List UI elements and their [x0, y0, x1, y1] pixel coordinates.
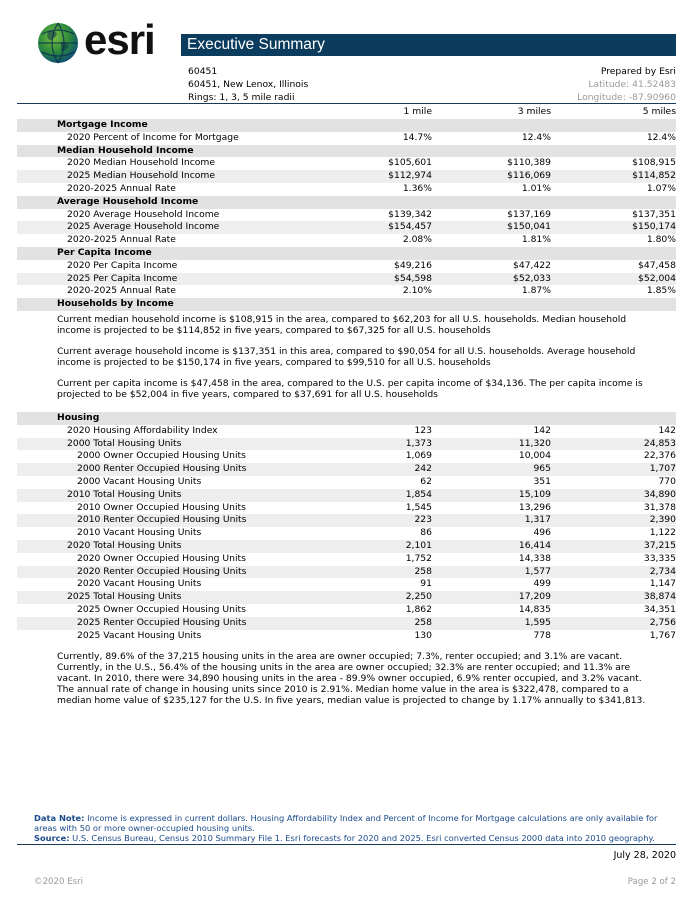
table-row — [17, 553, 676, 566]
row-value: 1,752 — [405, 552, 432, 564]
data-note-label: Data Note: — [34, 813, 85, 823]
row-value: 37,215 — [643, 539, 676, 551]
row-label: 2020 Per Capita Income — [67, 259, 178, 271]
section-title: Households by Income — [57, 298, 174, 310]
table-row — [17, 209, 676, 222]
table-row — [17, 132, 676, 145]
row-value: 1,147 — [649, 578, 676, 590]
row-label: 2000 Total Housing Units — [67, 437, 182, 449]
row-value: $116,069 — [507, 170, 551, 182]
row-value: 34,890 — [643, 488, 676, 500]
row-value: 10,004 — [518, 450, 551, 462]
table-row — [17, 260, 676, 273]
row-label: 2020-2025 Annual Rate — [67, 234, 176, 246]
row-value: 499 — [533, 578, 551, 590]
housing-paragraph: Currently, 89.6% of the 37,215 housing units in the area are owner occupied; 7.3%, renter occupied; and 3.1% are vacant. Currently, in the U.S., 56.4% of the housing units in the area are owner occupied; 32.3% are renter occupied; and 11.3% are vacant. In 2010, there were 34,890 housing units in the area - 89.9% owner occupied, 6.9% renter occupied, and 3.2% vacant. The annual rate of change in housing units since 2010 is 2.91%. Median home value in the area is $322,478, compared to a median home value of $235,127 for the U.S. In five years, median value is projected to change by 1.17% annually to $341,813. — [57, 651, 646, 707]
table-row — [17, 617, 676, 630]
row-value: 14.7% — [402, 131, 432, 143]
copyright: ©2020 Esri — [34, 877, 84, 887]
row-value: 13,296 — [518, 501, 551, 513]
table-row — [17, 502, 676, 515]
row-value: 2.10% — [402, 285, 432, 297]
source-note — [34, 833, 664, 843]
footer-notes — [34, 813, 664, 843]
spacer — [17, 368, 676, 378]
row-value: 15,109 — [518, 488, 551, 500]
column-header: 3 miles — [517, 106, 551, 117]
row-label: 2020 Average Household Income — [67, 208, 220, 220]
table-row — [17, 157, 676, 170]
row-value: 1.01% — [521, 182, 551, 194]
income-paragraph: Current average household income is $137,351 in this area, compared to $90,054 for all U.S. households. Average household income is projected to be $150,174 in five years, compared to $99,510 for all U.S. households — [57, 345, 636, 368]
row-value: 91 — [420, 578, 432, 590]
row-label: 2020-2025 Annual Rate — [67, 285, 176, 297]
row-value: 38,874 — [643, 591, 676, 603]
table-row — [17, 630, 676, 643]
row-value: 770 — [658, 475, 676, 487]
location-code: 60451 — [188, 66, 218, 77]
table-row — [17, 285, 676, 298]
row-value: 778 — [533, 629, 551, 641]
row-label: 2025 Median Household Income — [67, 170, 215, 182]
row-label: 2025 Average Household Income — [67, 221, 220, 233]
section-title: Housing — [57, 411, 100, 423]
row-value: 1,577 — [524, 565, 551, 577]
row-label: 2025 Vacant Housing Units — [77, 629, 202, 641]
column-header: 5 miles — [642, 106, 676, 117]
row-value: 351 — [533, 475, 551, 487]
row-value: 2,734 — [649, 565, 676, 577]
row-value: 242 — [414, 463, 432, 475]
rings-text: Rings: 1, 3, 5 mile radii — [188, 92, 295, 103]
row-value: 496 — [533, 527, 551, 539]
row-value: 14,338 — [518, 552, 551, 564]
section-title: Per Capita Income — [57, 246, 152, 258]
table-row — [17, 476, 676, 489]
table-row — [17, 234, 676, 247]
row-value: $52,004 — [638, 272, 676, 284]
row-value: $114,852 — [632, 170, 676, 182]
row-value: 1.87% — [521, 285, 551, 297]
section-title: Mortgage Income — [57, 119, 148, 130]
row-value: 1.07% — [646, 182, 676, 194]
row-value: 1,069 — [405, 450, 432, 462]
row-label: 2010 Owner Occupied Housing Units — [77, 501, 246, 513]
row-label: 2010 Vacant Housing Units — [77, 527, 202, 539]
row-value: 34,351 — [643, 603, 676, 615]
row-label: 2020 Housing Affordability Index — [67, 424, 218, 436]
row-value: 2,101 — [405, 539, 432, 551]
row-value: $54,598 — [394, 272, 432, 284]
section-header — [17, 298, 676, 311]
page-number: Page 2 of 2 — [627, 877, 676, 887]
row-value: $150,174 — [632, 221, 676, 233]
section-header — [17, 247, 676, 260]
spacer — [17, 642, 676, 651]
row-value: $110,389 — [507, 157, 551, 169]
report-date: July 28, 2020 — [613, 850, 676, 861]
row-value: 1,595 — [524, 616, 551, 628]
source-label: Source: — [34, 833, 70, 843]
row-label: 2025 Total Housing Units — [67, 591, 182, 603]
section-header — [17, 196, 676, 209]
row-label: 2020 Vacant Housing Units — [77, 578, 202, 590]
column-header: 1 mile — [403, 106, 432, 117]
table-row — [17, 450, 676, 463]
table-row — [17, 591, 676, 604]
table-row — [17, 527, 676, 540]
row-value: 2,390 — [649, 514, 676, 526]
row-label: 2000 Owner Occupied Housing Units — [77, 450, 246, 462]
table-row — [17, 566, 676, 579]
row-value: 16,414 — [518, 539, 551, 551]
section-title: Median Household Income — [57, 144, 194, 156]
table-row — [17, 540, 676, 553]
row-value: $105,601 — [388, 157, 432, 169]
row-value: $139,342 — [388, 208, 432, 220]
row-value: 258 — [414, 616, 432, 628]
row-value: $150,041 — [507, 221, 551, 233]
esri-logo — [36, 16, 166, 66]
row-value: 2.08% — [402, 234, 432, 246]
spacer — [17, 336, 676, 346]
table-row — [17, 183, 676, 196]
row-value: $47,458 — [638, 259, 676, 271]
row-value: $52,033 — [513, 272, 551, 284]
table-row — [17, 273, 676, 286]
row-value: 1,545 — [405, 501, 432, 513]
data-note — [34, 813, 664, 833]
table-row — [17, 489, 676, 502]
row-value: 11,320 — [518, 437, 551, 449]
row-label: 2025 Renter Occupied Housing Units — [77, 616, 247, 628]
row-value: 123 — [414, 424, 432, 436]
row-label: 2020 Renter Occupied Housing Units — [77, 565, 247, 577]
row-label: 2000 Renter Occupied Housing Units — [77, 463, 247, 475]
row-value: 31,378 — [643, 501, 676, 513]
row-value: 17,209 — [518, 591, 551, 603]
section-title: Average Household Income — [57, 195, 199, 207]
row-value: 965 — [533, 463, 551, 475]
spacer — [17, 400, 676, 410]
row-value: 1.85% — [646, 285, 676, 297]
table-row — [17, 604, 676, 617]
row-value: 2,250 — [405, 591, 432, 603]
column-header-row — [17, 106, 676, 119]
row-value: 62 — [420, 475, 432, 487]
source-text: U.S. Census Bureau, Census 2010 Summary File 1. Esri forecasts for 2020 and 2025. Esri converted Census 2000 data into 2010 geography. — [69, 833, 655, 843]
row-label: 2020 Percent of Income for Mortgage — [67, 131, 239, 143]
row-value: 1.80% — [646, 234, 676, 246]
prepared-by: Prepared by Esri — [600, 66, 676, 77]
row-value: 22,376 — [643, 450, 676, 462]
row-value: 1.81% — [521, 234, 551, 246]
section-header — [17, 119, 676, 132]
row-value: $137,351 — [632, 208, 676, 220]
data-note-text: Income is expressed in current dollars. Housing Affordability Index and Percent of Income for Mortgage calculations are only available for areas with 50 or more owner-occupied housing units. — [34, 813, 658, 833]
table-row — [17, 438, 676, 451]
row-value: $154,457 — [388, 221, 432, 233]
section-header — [17, 412, 676, 425]
row-value: 1,317 — [524, 514, 551, 526]
row-value: 258 — [414, 565, 432, 577]
row-value: $112,974 — [388, 170, 432, 182]
row-value: $47,422 — [513, 259, 551, 271]
row-label: 2025 Per Capita Income — [67, 272, 178, 284]
summary-table — [17, 106, 676, 706]
row-value: 1,854 — [405, 488, 432, 500]
row-label: 2020 Total Housing Units — [67, 539, 182, 551]
location-name: 60451, New Lenox, Illinois — [188, 79, 309, 90]
table-row — [17, 463, 676, 476]
table-row — [17, 578, 676, 591]
table-row — [17, 514, 676, 527]
row-value: 24,853 — [643, 437, 676, 449]
income-paragraph: Current per capita income is $47,458 in the area, compared to the U.S. per capita income of $34,136. The per capita income is projected to be $52,004 in five years, compared to $37,691 for all U.S. households — [57, 377, 643, 400]
row-label: 2020 Median Household Income — [67, 157, 215, 169]
table-row — [17, 425, 676, 438]
row-value: 223 — [414, 514, 432, 526]
row-value: $137,169 — [507, 208, 551, 220]
bottom-divider — [17, 844, 676, 845]
row-value: 142 — [658, 424, 676, 436]
row-label: 2010 Renter Occupied Housing Units — [77, 514, 247, 526]
row-value: 130 — [414, 629, 432, 641]
row-value: 33,335 — [643, 552, 676, 564]
row-label: 2010 Total Housing Units — [67, 488, 182, 500]
row-label: 2000 Vacant Housing Units — [77, 475, 202, 487]
row-value: 1,862 — [405, 603, 432, 615]
row-label: 2020 Owner Occupied Housing Units — [77, 552, 246, 564]
top-divider — [17, 103, 676, 104]
row-value: 12.4% — [521, 131, 551, 143]
row-value: 2,756 — [649, 616, 676, 628]
row-value: 12.4% — [646, 131, 676, 143]
row-value: 1.36% — [402, 182, 432, 194]
row-value: 142 — [533, 424, 551, 436]
longitude: Longitude: -87.90960 — [577, 92, 676, 103]
row-value: 86 — [420, 527, 432, 539]
income-paragraph: Current median household income is $108,915 in the area, compared to $62,203 for all U.S. households. Median household income is projected to be $114,852 in five years, compared to $67,325 for all U.S. households — [57, 313, 627, 336]
row-value: $108,915 — [632, 157, 676, 169]
row-label: 2025 Owner Occupied Housing Units — [77, 603, 246, 615]
row-value: 1,373 — [405, 437, 432, 449]
row-value: 1,767 — [649, 629, 676, 641]
row-value: $49,216 — [394, 259, 432, 271]
latitude: Latitude: 41.52483 — [588, 79, 676, 90]
table-row — [17, 170, 676, 183]
brand-wordmark: esri — [84, 16, 155, 63]
section-header — [17, 145, 676, 158]
row-label: 2020-2025 Annual Rate — [67, 182, 176, 194]
row-value: 1,707 — [649, 463, 676, 475]
row-value: 14,835 — [518, 603, 551, 615]
row-value: 1,122 — [649, 527, 676, 539]
table-row — [17, 221, 676, 234]
page-title: Executive Summary — [187, 36, 325, 53]
